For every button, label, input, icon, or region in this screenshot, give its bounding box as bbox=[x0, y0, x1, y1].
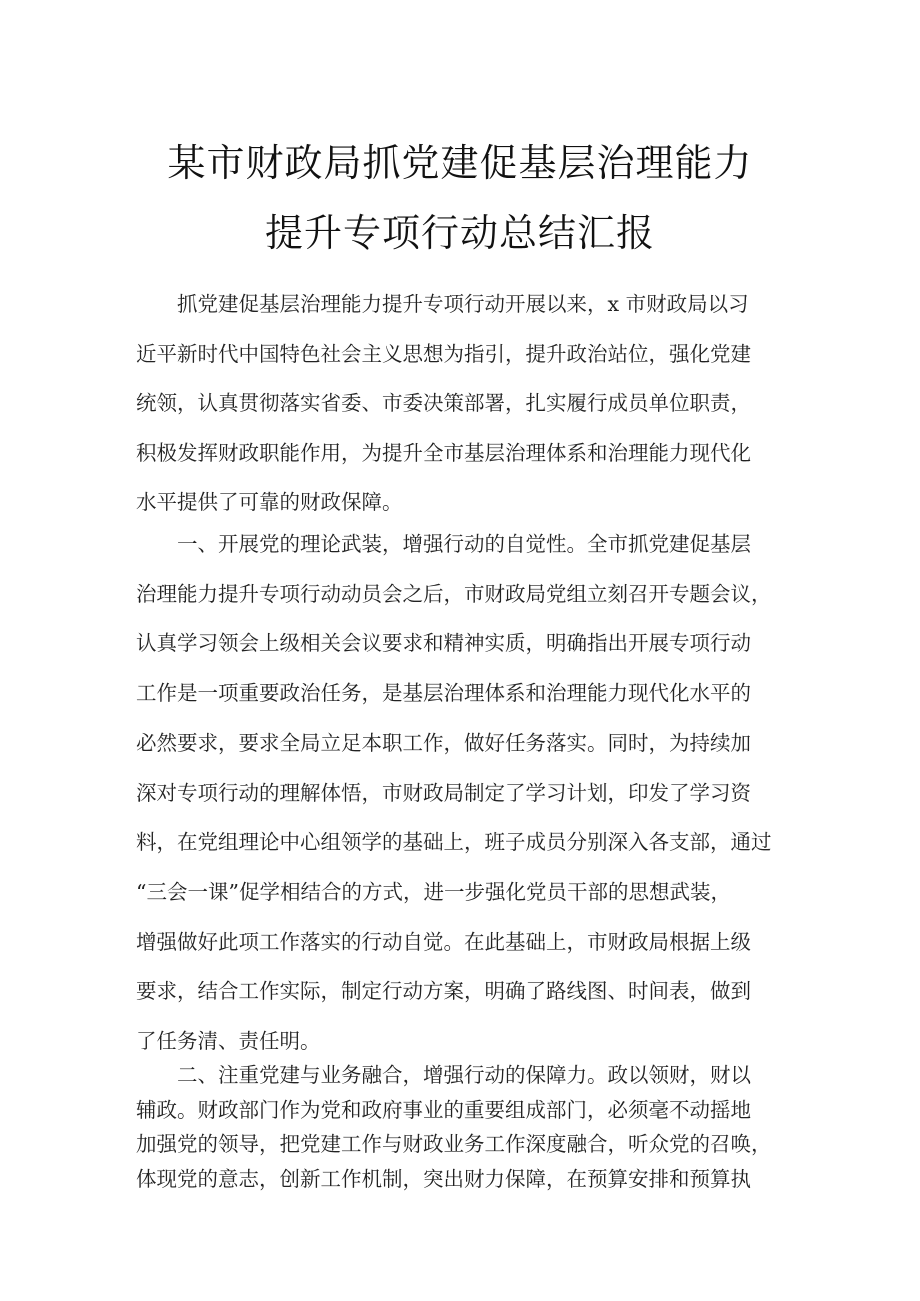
paragraph-line: 认真学习领会上级相关会议要求和精神实质，明确指出开展专项行动 bbox=[136, 631, 751, 656]
paragraph-line: 二、注重党建与业务融合，增强行动的保障力。政以领财，财以 bbox=[177, 1063, 751, 1087]
paragraph-line: 抓党建促基层治理能力提升专项行动开展以来，x 市财政局以习 bbox=[177, 292, 749, 316]
paragraph-line: 增强做好此项工作落实的行动自觉。在此基础上，市财政局根据上级 bbox=[136, 929, 751, 954]
paragraph-line: 辅政。财政部门作为党和政府事业的重要组成部门，必须毫不动摇地 bbox=[136, 1097, 751, 1122]
paragraph-section-2 bbox=[136, 1058, 792, 1196]
paragraph-intro bbox=[136, 280, 792, 528]
paragraph-line: 工作是一项重要政治任务，是基层治理体系和治理能力现代化水平的 bbox=[136, 681, 751, 706]
paragraph-line: 近平新时代中国特色社会主义思想为指引，提升政治站位，强化党建 bbox=[136, 341, 751, 366]
paragraph-line: 加强党的领导，把党建工作与财政业务工作深度融合，听众党的召唤， bbox=[136, 1132, 772, 1156]
paragraph-line: 积极发挥财政职能作用，为提升全市基层治理体系和治理能力现代化 bbox=[136, 440, 751, 465]
document-title-line-1: 某市财政局抓党建促基层治理能力 bbox=[167, 141, 753, 185]
paragraph-line: 治理能力提升专项行动动员会之后，市财政局党组立刻召开专题会议， bbox=[136, 581, 772, 606]
paragraph-section-1 bbox=[136, 520, 792, 1067]
paragraph-line: 统领，认真贯彻落实省委、市委决策部署，扎实履行成员单位职责， bbox=[136, 391, 751, 415]
paragraph-line: “三会一课”促学相结合的方式，进一步强化党员干部的思想武装， bbox=[136, 879, 731, 904]
paragraph-line: 体现党的意志，创新工作机制，突出财力保障，在预算安排和预算执 bbox=[136, 1166, 751, 1191]
paragraph-line: 料，在党组理论中心组领学的基础上，班子成员分别深入各支部，通过 bbox=[136, 830, 772, 855]
paragraph-line: 必然要求，要求全局立足本职工作，做好任务落实。同时，为持续加 bbox=[136, 730, 751, 755]
paragraph-line: 深对专项行动的理解体悟，市财政局制定了学习计划，印发了学习资 bbox=[136, 780, 751, 805]
paragraph-line: 水平提供了可靠的财政保障。 bbox=[136, 490, 403, 514]
document-title-line-2: 提升专项行动总结汇报 bbox=[264, 211, 655, 255]
paragraph-line: 一、开展党的理论武装，增强行动的自觉性。全市抓党建促基层 bbox=[177, 532, 751, 556]
paragraph-line: 要求，结合工作实际，制定行动方案，明确了路线图、时间表，做到 bbox=[136, 979, 751, 1004]
paragraph-line: 了任务清、责任明。 bbox=[136, 1029, 321, 1054]
